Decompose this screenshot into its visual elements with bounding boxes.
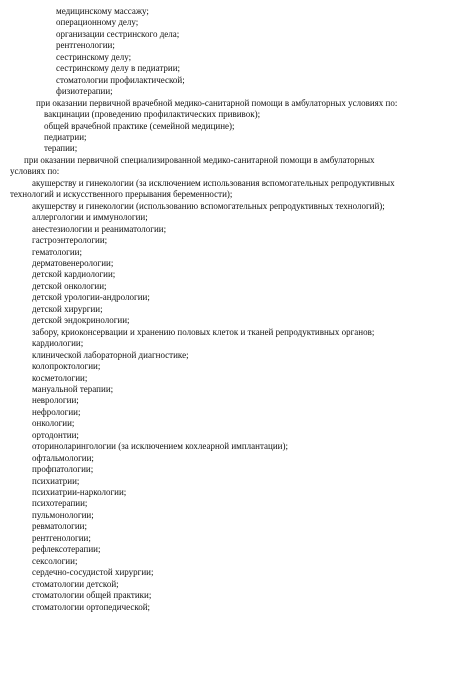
section-heading: при оказании первичной специализированной медико-санитарной помощи в амбулаторных — [24, 154, 375, 165]
list-item: оториноларингологии (за исключением кохлеарной имплантации); — [32, 441, 288, 452]
list-item: клинической лабораторной диагностике; — [32, 349, 189, 360]
list-item: стоматологии общей практики; — [32, 590, 152, 601]
list-item: детской хирургии; — [32, 303, 103, 314]
list-item: медицинскому массажу; — [56, 6, 149, 16]
list-item: психотерапии; — [32, 498, 88, 509]
list-item: ортодонтии; — [32, 429, 79, 440]
list-item: детской урологии-андрологии; — [32, 292, 150, 303]
list-item: косметологии; — [32, 372, 88, 383]
list-item: рефлексотерапии; — [32, 544, 101, 555]
list-item: забору, криоконсервации и хранению половых клеток и тканей репродуктивных органов; — [32, 326, 375, 337]
list-item: сестринскому делу; — [56, 51, 132, 62]
list-item: гастроэнтерологии; — [32, 235, 108, 246]
list-item: дерматовенерологии; — [32, 257, 114, 268]
list-item: ревматологии; — [32, 521, 87, 532]
list-item: рентгенологии; — [32, 532, 91, 543]
list-item: психиатрии; — [32, 475, 80, 486]
list-item: сердечно-сосудистой хирургии; — [32, 567, 154, 578]
list-item: вакцинации (проведению профилактических прививок); — [44, 109, 261, 120]
list-item: педиатрии; — [44, 131, 87, 142]
list-item: детской кардиологии; — [32, 269, 116, 280]
list-item: нефрологии; — [32, 406, 81, 417]
list-item: анестезиологии и реаниматологии; — [32, 223, 167, 234]
list-item: стоматологии детской; — [32, 578, 119, 589]
list-item: стоматологии ортопедической; — [32, 601, 151, 612]
list-item: колопроктологии; — [32, 361, 101, 372]
list-item: сексологии; — [32, 555, 78, 566]
list-item: мануальной терапии; — [32, 383, 114, 394]
list-item: операционному делу; — [56, 17, 139, 28]
section-heading: при оказании первичной врачебной медико-санитарной помощи в амбулаторных условиях по: — [36, 97, 398, 108]
list-item: детской эндокринологии; — [32, 315, 130, 326]
list-item: сестринскому делу в педиатрии; — [56, 63, 181, 74]
list-item: пульмонологии; — [32, 509, 94, 520]
list-item: организации сестринского дела; — [56, 28, 180, 39]
list-item: психиатрии-наркологии; — [32, 487, 127, 498]
list-item-continuation: технологий и искусственного прерывания беременности); — [10, 189, 233, 200]
list-item: физиотерапии; — [56, 86, 113, 97]
list-item: терапии; — [44, 143, 78, 154]
list-item: неврологии; — [32, 395, 79, 406]
list-item: рентгенологии; — [56, 40, 115, 51]
list-item: профпатологии; — [32, 464, 94, 475]
list-item: акушерству и гинекологии (за исключением использования вспомогательных репродуктивных — [32, 177, 395, 188]
list-item: кардиологии; — [32, 338, 84, 349]
list-item: общей врачебной практике (семейной медицине); — [44, 120, 235, 131]
document-page — [0, 6, 470, 613]
list-item: онкологии; — [32, 418, 75, 429]
list-item: гематологии; — [32, 246, 82, 257]
list-item: акушерству и гинекологии (использованию вспомогательных репродуктивных технологий); — [32, 200, 385, 211]
section-heading-continuation: условиях по: — [10, 166, 60, 177]
list-item: детской онкологии; — [32, 280, 107, 291]
list-item: аллергологии и иммунологии; — [32, 212, 148, 223]
list-item: стоматологии профилактической; — [56, 74, 185, 85]
list-item: офтальмологии; — [32, 452, 94, 463]
